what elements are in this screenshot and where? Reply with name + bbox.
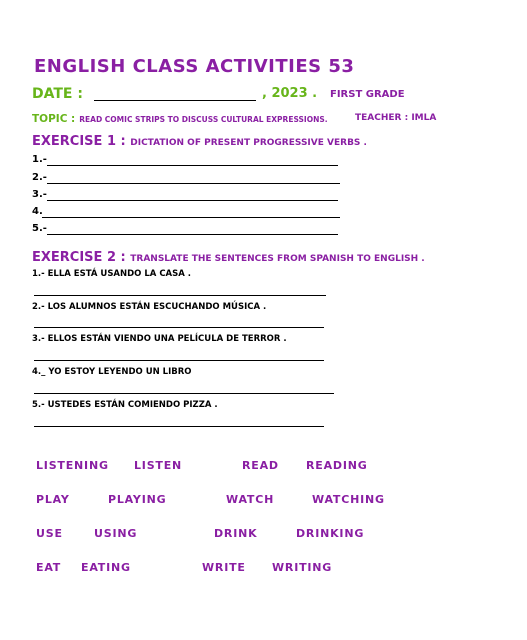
word-eat: EAT xyxy=(36,561,62,574)
word-drinking: DRINKING xyxy=(296,527,365,540)
word-use: USE xyxy=(36,527,63,540)
ex2-answer-line-3[interactable] xyxy=(34,360,324,361)
ex1-answer-line-3[interactable] xyxy=(47,200,338,201)
teacher-text: TEACHER : IMLA xyxy=(355,113,437,123)
exercise1-heading xyxy=(32,134,367,149)
ex1-answer-line-4[interactable] xyxy=(42,217,340,218)
exercise1-label: EXERCISE 1 : xyxy=(32,134,126,149)
ex2-answer-line-2[interactable] xyxy=(34,327,324,328)
topic-line xyxy=(32,113,328,125)
date-blank-line[interactable] xyxy=(94,100,256,101)
word-listening: LISTENING xyxy=(36,459,109,472)
ex2-answer-line-4[interactable] xyxy=(34,393,334,394)
word-watching: WATCHING xyxy=(312,493,385,506)
ex2-sentence-1: 1.- ELLA ESTÁ USANDO LA CASA . xyxy=(32,269,192,279)
word-listen: LISTEN xyxy=(134,459,183,472)
page-title: ENGLISH CLASS ACTIVITIES 53 xyxy=(34,56,355,77)
topic-text: READ COMIC STRIPS TO DISCUSS CULTURAL EXPRESSIONS. xyxy=(79,115,328,124)
ex1-answer-line-5[interactable] xyxy=(47,234,338,235)
word-read: READ xyxy=(242,459,279,472)
word-drink: DRINK xyxy=(214,527,258,540)
topic-label: TOPIC : xyxy=(32,113,76,125)
ex1-answer-line-1[interactable] xyxy=(47,165,338,166)
word-reading: READING xyxy=(306,459,368,472)
ex2-sentence-3: 3.- ELLOS ESTÁN VIENDO UNA PELÍCULA DE TERROR . xyxy=(32,334,287,344)
word-eating: EATING xyxy=(81,561,131,574)
exercise2-heading xyxy=(32,250,425,265)
word-play: PLAY xyxy=(36,493,70,506)
date-label: DATE : xyxy=(32,86,83,102)
word-write: WRITE xyxy=(202,561,246,574)
ex1-item-5: 5.- xyxy=(32,223,47,234)
ex1-item-4: 4. xyxy=(32,206,43,217)
ex1-item-3: 3.- xyxy=(32,189,47,200)
ex1-answer-line-2[interactable] xyxy=(47,183,340,184)
ex1-item-2: 2.- xyxy=(32,172,47,183)
exercise1-instruction: DICTATION OF PRESENT PROGRESSIVE VERBS . xyxy=(130,138,367,148)
ex2-sentence-2: 2.- LOS ALUMNOS ESTÁN ESCUCHANDO MÚSICA . xyxy=(32,302,267,312)
exercise2-instruction: TRANSLATE THE SENTENCES FROM SPANISH TO ENGLISH . xyxy=(130,254,425,264)
ex2-sentence-4: 4._ YO ESTOY LEYENDO UN LIBRO xyxy=(32,367,192,377)
word-watch: WATCH xyxy=(226,493,275,506)
ex2-answer-line-5[interactable] xyxy=(34,426,324,427)
ex2-sentence-5: 5.- USTEDES ESTÁN COMIENDO PIZZA . xyxy=(32,400,218,410)
grade-text: FIRST GRADE xyxy=(330,89,405,100)
ex2-answer-line-1[interactable] xyxy=(34,295,326,296)
year-text: , 2023 . xyxy=(262,86,318,101)
ex1-item-1: 1.- xyxy=(32,154,47,165)
exercise2-label: EXERCISE 2 : xyxy=(32,250,126,265)
word-writing: WRITING xyxy=(272,561,333,574)
word-using: USING xyxy=(94,527,138,540)
word-playing: PLAYING xyxy=(108,493,167,506)
